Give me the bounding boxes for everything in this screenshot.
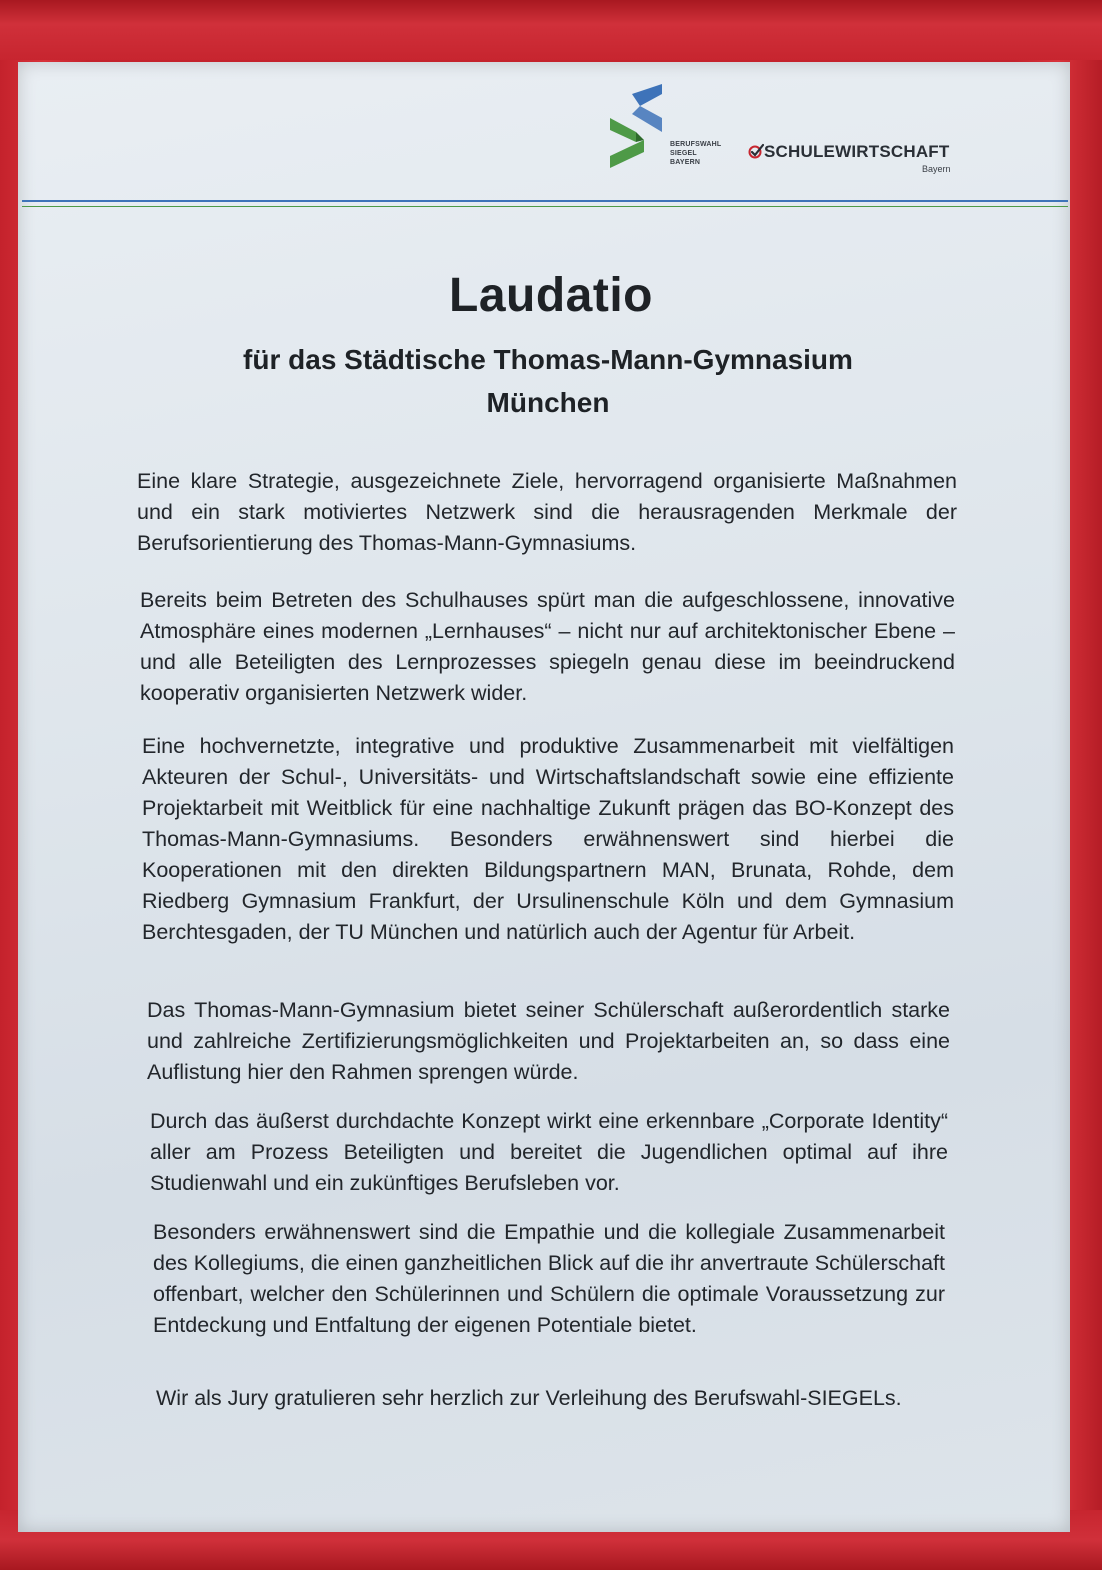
- paragraph-5: Durch das äußerst durchdachte Konzept wirkt eine erkennbare „Corporate Identity“ aller am Prozess Beteiligten und bereitet die Jugendlichen optimal auf ihre Studienwahl und ein zukünftiges Berufsleben vor.: [150, 1109, 948, 1195]
- berufswahl-siegel-logo-icon: [610, 84, 666, 170]
- siegel-wordmark: BERUFSWAHL SIEGEL BAYERN: [670, 141, 722, 166]
- logo-header: [610, 84, 970, 184]
- paragraph-6: Besonders erwähnenswert sind die Empathie und die kollegiale Zusammenarbeit des Kollegiums, die einen ganzheitlichen Blick auf die ihr anvertraute Schülerschaft offenbart, welcher den Schülerinnen und Schülern die optimale Voraussetzung zur Entdeckung und Entfaltung der eigenen Potentiale bietet.: [153, 1220, 945, 1337]
- schulewirtschaft-region: Bayern: [922, 164, 951, 174]
- paragraph-1: Eine klare Strategie, ausgezeichnete Ziele, hervorragend organisierte Maßnahmen und ein stark motiviertes Netzwerk sind die herausragenden Merkmale der Berufsorientierung des Thomas-Mann-Gymnasiums.: [137, 469, 957, 555]
- subtitle-line-school: für das Städtische Thomas-Mann-Gymnasium: [243, 344, 853, 375]
- header-divider-blue: [22, 200, 1068, 202]
- document-subtitle: [0, 338, 1096, 424]
- schulewirtschaft-logo: [748, 142, 949, 162]
- subtitle-line-city: München: [486, 387, 610, 418]
- frame-top-bar: [0, 0, 1102, 60]
- header-divider-green: [22, 206, 1068, 207]
- closing-paragraph: Wir als Jury gratulieren sehr herzlich zur Verleihung des Berufswahl-SIEGELs.: [156, 1386, 902, 1410]
- paragraph-2: Bereits beim Betreten des Schulhauses spürt man die aufgeschlossene, innovative Atmosphäre eines modernen „Lernhauses“ – nicht nur auf architektonischer Ebene – und alle Beteiligten des Lernprozesses spiegeln genau diese im beeindruckend kooperativ organisierten Netzwerk wider.: [140, 588, 955, 705]
- paragraph-4: Das Thomas-Mann-Gymnasium bietet seiner Schülerschaft außerordentlich starke und zahlreiche Zertifizierungsmöglichkeiten und Projektarbeiten an, so dass eine Auflistung hier den Rahmen sprengen würde.: [147, 998, 950, 1084]
- document-title: Laudatio: [449, 269, 653, 322]
- schulewirtschaft-wordmark: SCHULEWIRTSCHAFT: [764, 142, 950, 161]
- checkmark-circle-icon: [748, 143, 764, 159]
- paragraph-3: Eine hochvernetzte, integrative und produktive Zusammenarbeit mit vielfältigen Akteuren der Schul-, Universitäts- und Wirtschaftslandschaft sowie eine effiziente Projektarbeit mit Weitblick für eine nachhaltige Zukunft prägen das BO-Konzept des Thomas-Mann-Gymnasiums. Besonders erwähnenswert sind hierbei die Kooperationen mit den direkten Bildungspartnern MAN, Brunata, Rohde, dem Riedberg Gymnasium Frankfurt, der Ursulinenschule Köln und dem Gymnasium Berchtesgaden, der TU München und natürlich auch der Agentur für Arbeit.: [142, 734, 954, 944]
